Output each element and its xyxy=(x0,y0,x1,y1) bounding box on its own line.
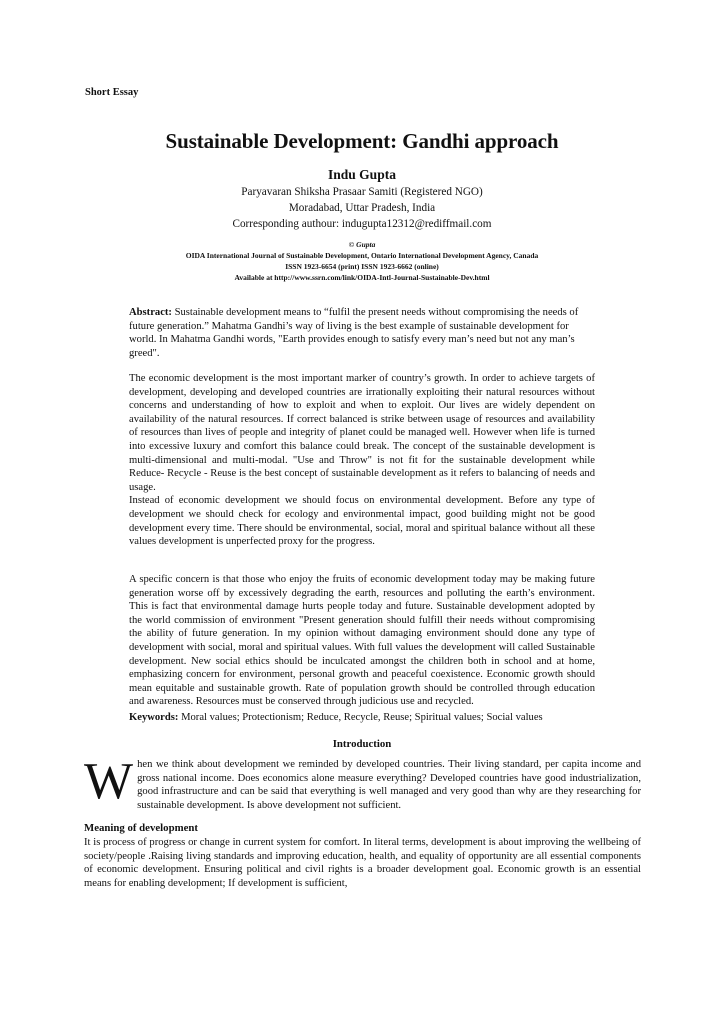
keywords-text: Moral values; Protectionism; Reduce, Recycle, Reuse; Spiritual values; Social values xyxy=(178,712,543,723)
affiliation-organization: Paryavaran Shiksha Prasaar Samiti (Registered NGO) xyxy=(241,186,483,198)
body-paragraph: Instead of economic development we should focus on environmental development. Before any type of development we should check for ecology and environmental impact, good building might not be good development every time. There should be environmental, social, moral and spiritual balance without all these values development is unperfected proxy for the progress. xyxy=(129,495,595,548)
abstract-text: Sustainable development means to “fulfil the present needs without compromising the needs of future generation.” Mahatma Gandhi’s way of living is the best example of sustainable development for world. In Mahatma Gandhi words, "Earth provides enough to satisfy every man’s need but not any man’s greed". xyxy=(129,307,579,359)
corresponding-author: Corresponding authour: indugupta12312@rediffmail.com xyxy=(232,218,492,230)
body-paragraph: The economic development is the most important marker of country’s growth. In order to achieve targets of development, developing and developed countries are irrationally exploiting their natural resources without concerns and understanding of how to exploit and when to exploit. Our lives are widely dependent on availability of the natural resources. If correct balanced is strike between usage of resources and availability of resources than lives of people and integrity of planet could be managed well. However when life is turned into excessive luxury and comfort this balance could break. The concept of the sustainable development is multi-dimensional and multi-modal. "Use and Throw" is not fit for the sustainable development while Reduce- Recycle - Reuse is the best concept of sustainable development as it refers to balancing of needs and usage. xyxy=(129,373,595,493)
body-paragraph-2 xyxy=(129,573,595,709)
keywords xyxy=(129,711,595,725)
issn-info: ISSN 1923-6654 (print) ISSN 1923-6662 (online) xyxy=(285,262,439,271)
abstract-label: Abstract: xyxy=(129,307,172,318)
affiliation-location: Moradabad, Uttar Pradesh, India xyxy=(288,202,436,214)
drop-cap: W xyxy=(84,753,134,810)
meaning-heading: Meaning of development xyxy=(84,822,198,834)
keywords-label: Keywords: xyxy=(129,712,179,723)
body-paragraph-group-1 xyxy=(129,372,595,549)
body-paragraph: A specific concern is that those who enjoy the fruits of economic development today may be making future generation worse off by excessively degrading the earth, resources and polluting the earth’s environment. This is fact that environmental damage hurts people today and future. Sustainable development adopted by the world commission of environment "Present generation should fulfill their needs without compromising the ability of future generation. In my opinion without damaging environment should done any type of development with social, moral and spiritual values. With full values the development will called Sustainable development. New social ethics should be inculcated amongst the children both in school and at home, emphasizing concern for environment, personal growth and peaceful coexistence. Economic growth should mean equitable and sustainable growth. Rate of population growth should be controlled through education and awareness. Resources must be conserved through judicious use and recycled. xyxy=(129,574,595,708)
copyright-notice: © Gupta xyxy=(348,240,376,249)
paper-title: Sustainable Development: Gandhi approach xyxy=(165,129,559,153)
journal-name: OIDA International Journal of Sustainable Development, Ontario International Development Agency, Canada xyxy=(185,251,539,260)
meaning-paragraph: It is process of progress or change in current system for comfort. In literal terms, development is about improving the wellbeing of society/people .Raising living standards and improving education, health, and equality of opportunity are all essential components of economic development. Ensuring political and civil rights is a broader development goal. Economic growth is an essential means for enabling development; If development is sufficient, xyxy=(84,837,641,889)
introduction-text: hen we think about development we reminded by developed countries. Their living standard, per capita income and gross national income. Does economics alone measure everything? Developed countries have good industrialization, good infrastructure and can be said that everything is well managed and very good than why are they researching for sustainable development. Is above development not sufficient. xyxy=(137,759,641,811)
availability-link: Available at http://www.ssrn.com/link/OIDA-Intl-Journal-Sustainable-Dev.html xyxy=(234,273,490,282)
abstract xyxy=(129,306,595,360)
section-label: Short Essay xyxy=(85,87,139,98)
author-name: Indu Gupta xyxy=(328,167,396,182)
introduction-paragraph xyxy=(84,753,641,812)
introduction-heading: Introduction xyxy=(332,738,392,750)
